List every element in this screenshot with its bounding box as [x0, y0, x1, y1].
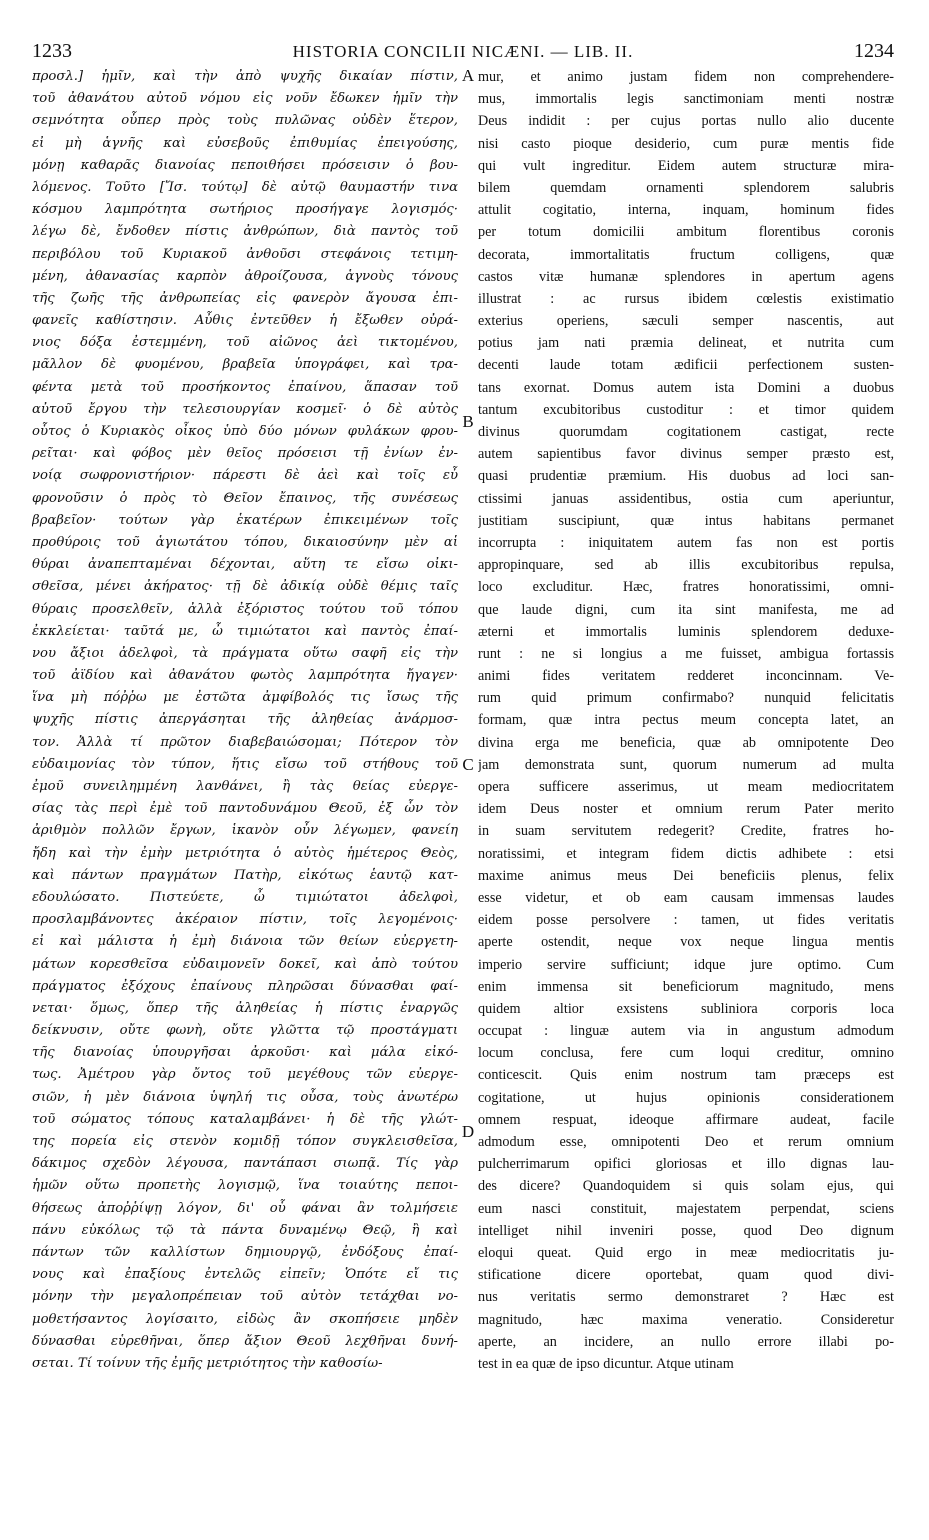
latin-text-line: imperio servire sufficiunt; idque jure optimo. Cum [478, 956, 894, 973]
greek-text-line: ἤδη καὶ τὴν ἐμὴν μετριότητα ὁ αὐτὸς ἡμέτερος Θεὸς, [32, 845, 458, 861]
greek-text-line: λόμενος. Τοῦτο [Ἴσ. τούτῳ] δὲ αὐτῷ θαυμαστήν τινα [32, 179, 458, 195]
latin-text-line: attulit cogitatio, interna, inquam, hominum fides [478, 202, 894, 219]
greek-text-line: εδουλώσατο. Πιστεύετε, ὦ τιμιώτατοι ἀδελφοὶ, [32, 889, 458, 905]
latin-text-line: opera sufficere asserimus, ut meam mediocritatem [478, 779, 894, 795]
latin-text-line: æterni et immortalis luminis splendorem deduxe- [478, 623, 894, 640]
greek-text-line: σεται. Τί τοίνυν τῆς ἐμῆς μετριότητος τὴν καθοσίω- [32, 1355, 383, 1371]
latin-text-line: animi fides veritatem redderet inconcinnam. Ve- [478, 668, 894, 685]
greek-text-line: φανεῖς καθίστησιν. Αὖθις ἐντεῦθεν ἡ ἔξωθεν οὐρά- [32, 313, 458, 329]
latin-text-line: appropinquare, sed ab illis excubitoribus repulsa, [478, 557, 894, 574]
greek-text-line: τοῦ σώματος τόπους καταλαμβάνει· ἡ δὲ τῆς γλώτ- [32, 1111, 458, 1127]
greek-text-line: τῆς διανοίας ὑπουργῆσαι ἀρκοῦσι· καὶ μάλα εἰκό- [32, 1045, 458, 1061]
greek-text-line: περιβόλου τοῦ Κυριακοῦ ἀνθοῦσι στεφάνοις τετιμη- [32, 246, 458, 262]
latin-text-line: test in ea quæ de ipso dicuntur. Atque utinam [478, 1355, 734, 1372]
latin-text-line: exterius operiens, sæculi semper nascentis, aut [478, 313, 894, 330]
greek-text-line: ἐμοῦ συνειλημμένη λανθάνει, ἢ τὰς θείας εὐεργε- [32, 779, 458, 794]
greek-text-line: θύραι ἀναπεπταμέναι δέχονται, αὕτη τε εἴσω οἰκι- [32, 557, 458, 573]
latin-text-line: des dicere? Quandoquidem si quis solam ejus, qui [478, 1178, 894, 1195]
greek-text-line: τον. Ἀλλὰ τί πρῶτον διαβεβαιώσομαι; Πότερον τὸν [32, 734, 458, 750]
latin-text-line: locum conclusa, fere cum loqui creditur, omnino [478, 1045, 894, 1062]
latin-text-line: rum quid primum confirmabo? nunquid felicitatis [478, 690, 894, 707]
latin-text-line: justitiam suscipiunt, quæ intus habitans permanet [478, 512, 894, 529]
greek-text-line: σίας τὰς περὶ ἐμὲ τοῦ παντοδυνάμου Θεοῦ, ἐξ ὧν τὸν [32, 801, 458, 817]
greek-text-line: ἡμῶν οὕτω προπετὴς λογισμῷ, ἵνα τοιαύτης πεποι- [32, 1178, 458, 1194]
latin-text-line: runt : ne si longius a me fuisset, ambigua fortassis [478, 645, 894, 662]
greek-text-line: νου ἄξιοι ἀδελφοὶ, τὰ πράγματα οὕτω σαφῆ εἰς τὴν [32, 645, 458, 661]
page-number-right: 1234 [854, 40, 894, 62]
greek-text-line: σεμνότητα οὗπερ πρὸς τοὺς πυλῶνας οὐδὲν ἕτερον, [32, 113, 458, 129]
greek-text-line: προσλαμβάνοντες ἀκέραιον πίστιν, τοῖς λεγομένοις· [32, 912, 458, 928]
greek-text-line: μάτων κορεσθεῖσα εὐδαιμονεῖν δοκεῖ, καὶ ἀπὸ τούτου [32, 956, 458, 972]
latin-text-line: stificatione dicere oportebat, quam quod divi- [478, 1267, 894, 1284]
greek-text-line: ἀριθμὸν πολλῶν ἔργων, ἱκανὸν οὖν λέγωμεν, φανείη [32, 823, 458, 839]
greek-text-line: τοῦ ἀθανάτου αὐτοῦ νόμου εἰς νοῦν ἔδωκεν ἡμῖν τὴν [32, 91, 458, 107]
latin-text-line: per totum domicilii ambitum florentibus coronis [478, 224, 894, 241]
latin-text-line: intelliget nihil inveniri posse, quod Deo dignum [478, 1222, 894, 1239]
latin-text-line: nisi casto pioque desiderio, cum puræ mentis fide [478, 135, 894, 152]
section-marker-b: B [462, 412, 474, 431]
latin-text-line: quasi prudentiæ præmium. His duobus ad loci san- [478, 468, 894, 485]
greek-text-line: ρεῖται· καὶ φόβος μὲν θεῖος πρόσεισι τῇ ἐνίων ἐν- [32, 446, 458, 462]
greek-text-line: πάντων τῶν καλλίστων δημιουργῷ, ἐνδόξους ἐπαί- [32, 1244, 458, 1260]
latin-text-line: eidem posse persolvere : tamen, ut fides veritatis [478, 912, 894, 929]
latin-text-line: decorata, immortalitatis fructum colligens, quæ [478, 246, 894, 263]
greek-text-line: πάνυ εὐκόλως τῷ τὰ πάντα δυναμένῳ Θεῷ, ἢ καὶ [32, 1222, 458, 1238]
latin-text-line: potius jam nati præmia delineat, et nutrita cum [478, 335, 894, 352]
greek-text-line: νιος δόξα ἐστεμμένη, τοῦ αἰῶνος ἀεὶ τικτομένου, [32, 335, 458, 351]
latin-text-line: jam demonstrata sunt, quorum numerum ad multa [478, 756, 894, 773]
latin-text-line: magnitudo, hæc maxima veneratio. Consideretur [478, 1311, 894, 1328]
greek-text-line: προσλ.] ἡμῖν, καὶ τὴν ἀπὸ ψυχῆς δικαίαν πίστιν, [32, 69, 458, 84]
greek-text-line: μόνην τὴν μεγαλοπρέπειαν τοῦ αὐτὸν τετάχθαι νο- [32, 1289, 458, 1305]
greek-text-line: τως. Ἀμέτρου γὰρ ὄντος τοῦ μεγέθους τῶν εὐεργε- [32, 1067, 458, 1083]
greek-text-line: μοθετήσαντος λογίσαιτο, εἰδὼς ἂν σκοπήσειε μηδὲν [32, 1311, 458, 1327]
greek-text-line: θήσεως ἀποῤῥίψῃ λόγον, δι' οὗ φάναι ἂν τολμήσειε [32, 1200, 458, 1216]
latin-text-line: Deus indidit : per cujus portas nullo alio ducente [478, 113, 894, 130]
greek-text-line: δύνασθαι εὑρεθῆναι, ὅπερ ἄξιον Θεοῦ λεχθῆναι δυνή- [32, 1333, 458, 1349]
greek-text-line: κόσμου λαμπρότητα σωτήριος προσήγαγε λογισμός· [32, 202, 458, 218]
greek-text-line: φρονοῦσιν ὁ πρὸς τὸ Θεῖον ἔπαινος, τῆς συνέσεως [32, 490, 458, 506]
greek-text-line: νεται· ὅμως, ὅπερ τῆς ἀληθείας ἡ πίστις ἐναργῶς [32, 1000, 458, 1016]
latin-text-line: ctissimi januas assidentibus, ostia cum aperiuntur, [478, 490, 894, 507]
latin-text-line: illustrat : ac rursus ibidem cœlestis existimatio [478, 290, 894, 307]
greek-text-line: εὐδαιμονίας τὸν τύπον, ἥτις εἴσω τοῦ στήθους τοῦ [32, 756, 458, 772]
latin-text-line: bilem quemdam ornamenti splendorem salubris [478, 179, 894, 196]
greek-text-line: σιῶν, ἡ μὲν διάνοια ὑψηλή τις οὖσα, τοὺς ἀνωτέρω [32, 1089, 458, 1105]
greek-text-line: εἰ μὴ ἁγνῆς καὶ εὐσεβοῦς ἐπιθυμίας ἐπειγούσης, [32, 135, 458, 151]
latin-text-line: aperte, an incidere, an nullo errore illabi po- [478, 1333, 894, 1350]
greek-text-line: τοῦ ἀϊδίου καὶ ἀθανάτου φωτὸς λαμπρότητα ἤγαγεν· [32, 668, 458, 684]
greek-text-line: βραβεῖον· τούτων γὰρ ἑκατέρων ἐπικειμένων τοῖς [32, 512, 458, 528]
greek-text-line: πράγματος ἐξόχους ἐπαίνους πληρῶσαι δύνασθαι φαί- [32, 978, 458, 994]
latin-text-line: divina erga me beneficia, quæ ab omnipotente Deo [478, 734, 894, 751]
latin-text-line: esse videtur, et ob eam causam immensas laudes [478, 889, 894, 906]
greek-text-line: αὐτοῦ ἔργου τὴν τελεσιουργίαν κοσμεῖ· ὁ δὲ αὐτὸς [32, 401, 458, 417]
latin-text-line: qui vult ingreditur. Eidem autem structuræ mira- [478, 157, 894, 174]
greek-text-line: σθεῖσα, μένει ἀκήρατος· τῇ δὲ ἀδικίᾳ οὐδὲ θέμις ταῖς [32, 579, 458, 595]
latin-text-line: maxime animus meus Dei beneficiis plenus, felix [478, 867, 894, 884]
greek-text-line: προθύροις τοῦ ἁγιωτάτου τόπου, δικαιοσύνην μὲν αἱ [32, 534, 458, 550]
latin-text-line: formam, quæ intra pectus meum concepta latet, an [478, 712, 894, 729]
greek-text-line: της πορεία εἰς στενὸν κομιδῇ τόπον συγκλεισθεῖσα, [32, 1134, 458, 1149]
latin-text-line: mur, et animo justam fidem non comprehendere- [478, 69, 894, 85]
greek-text-line: μένη, ἀθανασίας καρπὸν ἀθροίζουσα, ἁγνοὺς τόνους [32, 268, 458, 284]
section-marker-a: A [461, 66, 475, 85]
section-marker-c: C [462, 755, 474, 774]
running-title: HISTORIA CONCILII NICÆNI. — LIB. II. [292, 42, 634, 61]
greek-text-line: καὶ πάντων πραγμάτων Πατὴρ, εἰκότως ἑαυτῷ κατ- [32, 867, 458, 883]
latin-text-column [478, 66, 894, 1375]
greek-text-line: οὗτος ὁ Κυριακὸς οἶκος ὑπὸ δύο μόνων φυλάκων φρου- [32, 424, 458, 439]
latin-text-line: nus veritatis sermo demonstraret ? Hæc est [478, 1289, 894, 1306]
latin-text-line: autem sapientibus favor divinus semper præsto est, [478, 446, 894, 463]
latin-text-line: mus, immortalis legis sanctimoniam menti nostræ [478, 91, 894, 108]
greek-text-line: νους καὶ ἐπαξίους ἐντελῶς εἰπεῖν; Ὁπότε εἴ τις [32, 1267, 458, 1283]
greek-text-line: μᾶλλον δὲ φυομένου, βραβεῖα ὑπογράφει, καὶ τρα- [32, 357, 458, 373]
section-marker-d: D [461, 1122, 475, 1141]
latin-text-line: tans exornat. Domus autem ista Domini a duobus [478, 379, 894, 396]
greek-text-line: ἵνα μὴ πόῤῥω με ἐστῶτα ἀμφίβολός τις ἴσως τῆς [32, 690, 458, 706]
greek-text-line: δείκνυσιν, οὔτε φωνὴ, οὔτε γλῶττα τῷ προστάγματι [32, 1023, 458, 1039]
latin-text-line: omnem respuat, ideoque affirmare audeat, facile [478, 1111, 894, 1128]
latin-text-line: eloqui queat. Quid ergo in meæ mediocritatis ju- [478, 1244, 894, 1261]
greek-text-line: νοίᾳ σωφρονιστήριον· πάρεστι δὲ ἀεὶ καὶ τοῖς εὖ [32, 468, 458, 484]
greek-text-line: φέντα μετὰ τοῦ προσήκοντος ἐπαίνου, ἅπασαν τοῦ [32, 379, 458, 395]
latin-text-line: conticescit. Quis enim nostrum tam præceps est [478, 1067, 894, 1084]
page-number-left: 1233 [32, 40, 72, 62]
latin-text-line: in suam servitutem redegerit? Credite, fratres ho- [478, 823, 894, 840]
greek-text-line: μόνῃ καθαρᾶς διανοίας πεποιθήσει πρόσεισιν ὁ βου- [32, 157, 458, 173]
greek-text-line: ἐκκλείεται· ταῦτά με, ὦ τιμιώτατοι καὶ παντὸς ἐπαί- [32, 623, 458, 639]
latin-text-line: idem Deus noster et omnium rerum Pater merito [478, 801, 894, 818]
greek-text-line: λέγω δὲ, ἔνδοθεν πίστις ἀνθρώπων, διὰ παντὸς τοῦ [32, 224, 458, 240]
latin-text-line: que laude digni, cum ita sint manifesta, me ad [478, 601, 894, 618]
greek-text-line: τῆς ζωῆς τῆς ἀνθρωπείας εἰς φανερὸν ἄγουσα ἐπι- [32, 290, 458, 306]
latin-text-line: admodum esse, omnipotenti Deo et rerum omnium [478, 1134, 894, 1150]
latin-text-line: incorrupta : iniquitatem autem fas non est portis [478, 534, 894, 551]
latin-text-line: loco excluditur. Hæc, fratres honoratissimi, omni- [478, 579, 894, 596]
greek-text-line: ψυχῆς πίστις ἀπεργάσηται τῆς ἀληθείας ἀνάρμοσ- [32, 712, 458, 728]
latin-text-line: noratissimi, et integram fidem dictis adhibete : etsi [478, 845, 894, 862]
greek-text-line: εἰ καὶ μάλιστα ἡ ἐμὴ διάνοια τῶν θείων εὐεργετη- [32, 934, 458, 950]
latin-text-line: pulcherrimarum opifici gloriosas et illo dignas lau- [478, 1156, 894, 1173]
latin-text-line: cogitatione, ut hujus opinionis considerationem [478, 1089, 894, 1106]
latin-text-line: quidem altior exsistens subliniora corporis loca [478, 1000, 894, 1017]
greek-text-column [32, 66, 458, 1375]
latin-text-line: tantum excubitoribus custoditur : et timor quidem [478, 401, 894, 418]
greek-text-line: θύραις προσελθεῖν, ἀλλὰ ἐξόριστος τούτου τοῦ τόπου [32, 601, 458, 617]
latin-text-line: divinus quorumdam cogitationem castigat, recte [478, 424, 894, 440]
latin-text-line: castos vitæ humanæ splendores in apertum agens [478, 268, 894, 285]
latin-text-line: enim immensa sit beneficiorum magnitudo, mens [478, 978, 894, 995]
latin-text-line: decenti laude totam ædificii perfectionem susten- [478, 357, 894, 374]
latin-text-line: occupat : linguæ autem via in angustum admodum [478, 1023, 894, 1040]
latin-text-line: eum nasci constituit, majestatem perpendat, sciens [478, 1200, 894, 1217]
latin-text-line: aperte ostendit, neque vox neque lingua mentis [478, 934, 894, 951]
greek-text-line: δάκιμος σχεδὸν λέγουσα, παντάπασι σιωπᾷ. Τίς γὰρ [32, 1156, 458, 1172]
